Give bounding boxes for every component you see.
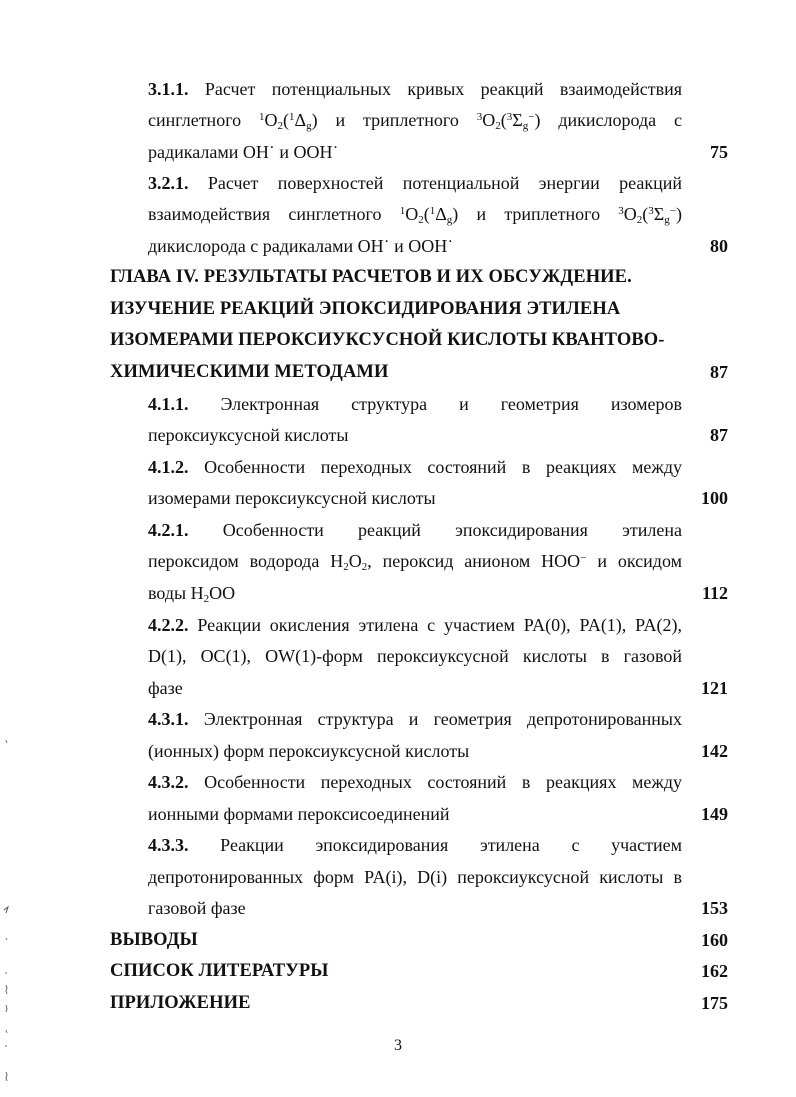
formula-text: Δ <box>435 204 447 224</box>
toc-entry-text: пероксидом водорода H <box>148 551 344 571</box>
toc-entry-number: 3.1.1. <box>148 79 189 99</box>
formula-subscript: g <box>522 120 529 132</box>
toc-entry-number: 4.2.1. <box>148 520 189 540</box>
formula-superscript: 3 <box>476 111 483 123</box>
toc-entry-text: , пероксид анионом HOO <box>367 551 581 571</box>
toc-entry-3-2-1-line1 <box>148 172 682 194</box>
toc-entry-3-1-1-line3: радикалами OH˙ и OOH˙ <box>148 142 339 162</box>
toc-entry-text: Реакции эпоксидирования этилена с участием <box>220 835 683 855</box>
toc-entry-4-1-1-line1 <box>148 393 682 415</box>
page-number: 3 <box>394 1037 402 1054</box>
toc-page-number: 112 <box>701 583 728 603</box>
toc-entry-4-1-1-line2: пероксиуксусной кислоты <box>148 425 349 445</box>
toc-references-title: СПИСОК ЛИТЕРАТУРЫ <box>110 961 329 981</box>
toc-entry-text: Особенности переходных состояний в реакциях между <box>204 772 683 792</box>
toc-entry-4-2-1-line2 <box>148 550 682 572</box>
formula-superscript: 1 <box>399 205 406 217</box>
toc-entry-4-2-1-line3 <box>148 582 235 604</box>
formula-subscript: 2 <box>636 214 643 226</box>
toc-entry-4-1-2-line2: изомерами пероксиуксусной кислоты <box>148 488 436 508</box>
toc-page-number: 162 <box>701 961 728 981</box>
formula-superscript: − <box>669 205 676 217</box>
toc-conclusions-title: ВЫВОДЫ <box>110 930 198 950</box>
toc-page-number: 153 <box>701 898 728 918</box>
formula-superscript: − <box>580 552 587 564</box>
formula-text: ( <box>500 110 507 130</box>
toc-entry-4-3-2-line1 <box>148 771 682 793</box>
toc-entry-number: 4.3.1. <box>148 709 189 729</box>
toc-entry-text: Электронная структура и геометрия изомеров <box>220 394 683 414</box>
toc-entry-number: 4.3.2. <box>148 772 189 792</box>
toc-entry-4-3-2-line2: ионными формами пероксисоединений <box>148 804 450 824</box>
toc-entry-text: ) дикислорода с <box>534 110 682 130</box>
toc-entry-text: Реакции окисления этилена с участием PA(0), PA(1), PA(2), <box>197 615 682 635</box>
formula-superscript: 3 <box>506 111 513 123</box>
formula-subscript: 2 <box>203 593 210 605</box>
toc-page-number: 160 <box>701 930 728 950</box>
chapter-heading-line: ХИМИЧЕСКИМИ МЕТОДАМИ <box>110 362 389 382</box>
formula-text: Σ <box>512 110 523 130</box>
chapter-heading-line: ИЗОМЕРАМИ ПЕРОКСИУКСУСНОЙ КИСЛОТЫ КВАНТОВО- <box>110 330 665 350</box>
formula-subscript: g <box>664 214 670 226</box>
formula-text: ( <box>423 204 430 224</box>
toc-page-number: 87 <box>710 362 728 382</box>
toc-entry-4-2-2-line2: D(1), OC(1), OW(1)-форм пероксиуксусной кислоты в газовой <box>148 646 682 666</box>
toc-entry-4-3-1-line2: (ионных) форм пероксиуксусной кислоты <box>148 741 470 761</box>
chapter-heading-line: ГЛАВА IV. РЕЗУЛЬТАТЫ РАСЧЕТОВ И ИХ ОБСУЖДЕНИЕ. <box>110 267 632 287</box>
toc-page-number: 142 <box>701 741 728 761</box>
toc-entry-3-1-1-line1 <box>148 78 682 100</box>
toc-page-number: 100 <box>701 488 728 508</box>
formula-text: ( <box>283 110 290 130</box>
chapter-heading-line: ИЗУЧЕНИЕ РЕАКЦИЙ ЭПОКСИДИРОВАНИЯ ЭТИЛЕНА <box>110 299 621 319</box>
toc-page-number: 75 <box>710 142 728 162</box>
toc-entry-text: ) <box>676 204 682 224</box>
toc-entry-text: и оксидом <box>586 551 683 571</box>
toc-entry-4-2-2-line1 <box>148 614 682 636</box>
formula-text: Δ <box>294 110 307 130</box>
toc-entry-text: Расчет потенциальных кривых реакций взаимодействия <box>204 79 682 99</box>
toc-entry-number: 4.3.3. <box>148 835 189 855</box>
formula-text: O <box>264 110 278 130</box>
toc-entry-number: 4.1.2. <box>148 457 189 477</box>
formula-superscript: 1 <box>259 111 265 123</box>
toc-entry-text: ) и триплетного <box>311 110 477 130</box>
formula-superscript: 1 <box>289 111 295 123</box>
toc-entry-text: Особенности переходных состояний в реакциях между <box>204 457 683 477</box>
toc-entry-4-2-1-line1 <box>148 519 682 541</box>
toc-entry-number: 4.2.2. <box>148 615 189 635</box>
toc-entry-text: воды H <box>148 583 204 603</box>
toc-entry-text: OO <box>209 583 236 603</box>
formula-subscript: g <box>306 120 312 132</box>
toc-entry-text: Особенности реакций эпоксидирования этилена <box>222 520 682 540</box>
formula-superscript: 3 <box>618 205 624 217</box>
formula-superscript: 1 <box>429 205 436 217</box>
toc-entry-number: 4.1.1. <box>148 394 189 414</box>
toc-entry-3-2-1-line2 <box>148 203 682 225</box>
formula-text: Σ <box>653 204 665 224</box>
scan-margin-specks <box>0 700 20 1097</box>
toc-entry-4-3-1-line1 <box>148 708 682 730</box>
toc-entry-4-3-3-line3: газовой фазе <box>148 898 246 918</box>
formula-text: O <box>405 204 419 224</box>
toc-page-number: 80 <box>710 236 728 256</box>
toc-entry-4-2-2-line3: фазе <box>148 678 183 698</box>
formula-text: O <box>623 204 637 224</box>
formula-subscript: 2 <box>418 214 424 226</box>
formula-subscript: 2 <box>343 561 349 573</box>
toc-entry-text: синглетного <box>148 110 260 130</box>
toc-entry-3-1-1-line2 <box>148 109 682 131</box>
toc-page-number: 121 <box>701 678 728 698</box>
formula-subscript: g <box>446 214 453 226</box>
toc-entry-4-3-3-line2: депротонированных форм PA(i), D(i) пероксиуксусной кислоты в <box>148 867 682 887</box>
formula-superscript: 3 <box>648 205 654 217</box>
toc-page-number: 175 <box>701 993 728 1013</box>
toc-entry-text: взаимодействия синглетного <box>148 204 400 224</box>
toc-entry-text: Расчет поверхностей потенциальной энергии реакций <box>207 173 682 193</box>
formula-subscript: 2 <box>361 561 368 573</box>
formula-text: ( <box>642 204 649 224</box>
toc-entry-number: 3.2.1. <box>148 173 189 193</box>
toc-entry-3-2-1-line3: дикислорода с радикалами OH˙ и OOH˙ <box>148 236 454 256</box>
toc-appendix-title: ПРИЛОЖЕНИЕ <box>110 993 251 1013</box>
formula-subscript: 2 <box>277 120 284 132</box>
formula-superscript: − <box>528 111 535 123</box>
toc-entry-text: ) и триплетного <box>452 204 619 224</box>
toc-entry-text: Электронная структура и геометрия депротонированных <box>203 709 682 729</box>
toc-entry-4-1-2-line1 <box>148 456 682 478</box>
formula-text: O <box>348 551 362 571</box>
formula-text: O <box>482 110 496 130</box>
toc-entry-4-3-3-line1 <box>148 834 682 856</box>
formula-subscript: 2 <box>495 120 501 132</box>
toc-page-number: 87 <box>710 425 728 445</box>
toc-page-number: 149 <box>701 804 728 824</box>
